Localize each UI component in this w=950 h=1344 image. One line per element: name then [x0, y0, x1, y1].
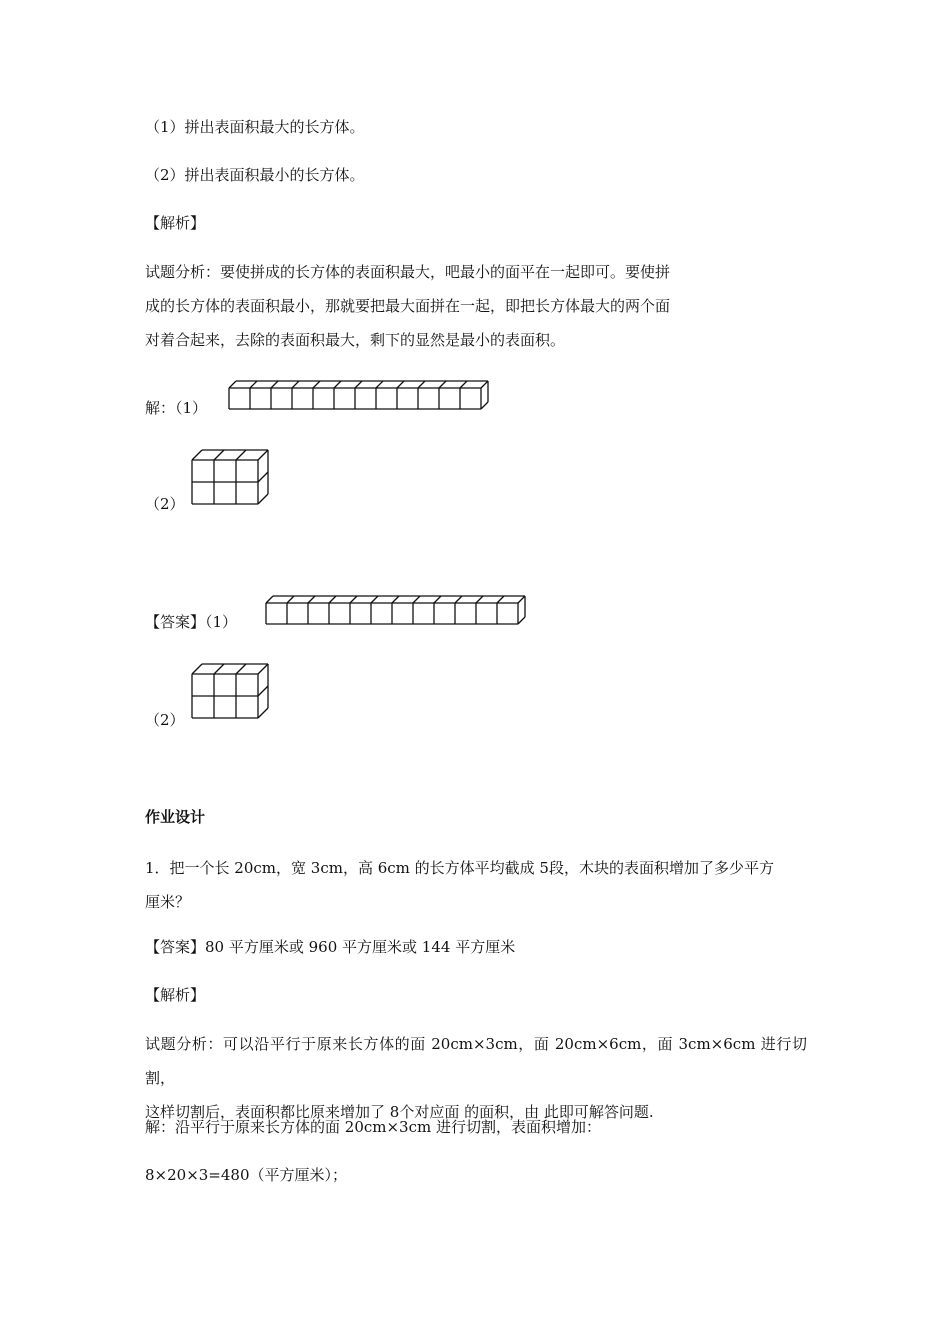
row-of-cubes-figure: [226, 378, 496, 412]
figure-edge: [418, 381, 425, 388]
question-part-2: （2）拼出表面积最小的长方体。: [145, 166, 365, 184]
figure-edge: [292, 381, 299, 388]
figure-edge: [329, 596, 336, 603]
figure-edge: [481, 402, 488, 409]
analysis-line: 这样切割后，表面积都比原来增加了 8个对应面 的面积，由 此即可解答问题.: [145, 1103, 654, 1121]
figure-edge: [434, 596, 441, 603]
analysis-paragraph: [145, 255, 807, 357]
figure-edge: [258, 664, 268, 674]
figure-edge: [236, 664, 246, 674]
figure-edge: [214, 450, 224, 460]
answer-part-2-label: （2）: [145, 711, 185, 729]
figure-edge: [258, 450, 268, 460]
figure-edge: [214, 664, 224, 674]
figure-edge: [308, 596, 315, 603]
question-line: 厘米？: [145, 893, 191, 911]
cube-block-figure: [189, 661, 279, 723]
figure-edge: [258, 708, 268, 718]
figure-edge: [518, 596, 525, 603]
figure-edge: [481, 381, 488, 388]
figure-edge: [236, 450, 246, 460]
figure-edge: [229, 381, 236, 388]
figure-edge: [518, 617, 525, 624]
analysis-line: 试题分析：要使拼成的长方体的表面积最大，吧最小的面平在一起即可。要使拼: [145, 263, 671, 281]
question-part-1: （1）拼出表面积最大的长方体。: [145, 118, 365, 136]
solution-part-2-label: （2）: [145, 495, 185, 513]
figure-edge: [350, 596, 357, 603]
figure-edge: [258, 494, 268, 504]
figure-edge: [192, 450, 202, 460]
homework-answer: 【答案】80 平方厘米或 960 平方厘米或 144 平方厘米: [145, 938, 516, 956]
figure-edge: [439, 381, 446, 388]
figure-edge: [334, 381, 341, 388]
homework-question-1: [145, 851, 807, 919]
figure-edge: [313, 381, 320, 388]
figure-edge: [271, 381, 278, 388]
question-line: 1．把一个长 20cm，宽 3cm，高 6cm 的长方体平均截成 5段，木块的表面积增加了多少平方: [145, 859, 774, 877]
homework-calculation: 8×20×3=480（平方厘米）；: [145, 1166, 348, 1184]
figure-edge: [392, 596, 399, 603]
figure-edge: [460, 381, 467, 388]
row-of-cubes-figure: [263, 593, 533, 627]
solution-label: 解：（1）: [145, 399, 208, 417]
analysis-line: 试题分析：可以沿平行于原来长方体的面 20cm×3cm，面 20cm×6cm，面 3cm×6cm 进行切割，: [145, 1035, 807, 1087]
figure-edge: [258, 686, 268, 696]
figure-edge: [192, 664, 202, 674]
analysis-heading: 【解析】: [145, 214, 206, 232]
figure-edge: [476, 596, 483, 603]
homework-analysis-heading: 【解析】: [145, 986, 206, 1004]
figure-edge: [455, 596, 462, 603]
figure-edge: [413, 596, 420, 603]
homework-analysis-paragraph: [145, 1027, 807, 1129]
figure-edge: [371, 596, 378, 603]
homework-solution: 解：沿平行于原来长方体的面 20cm×3cm 进行切割，表面积增加：: [145, 1118, 601, 1136]
analysis-line: 对着合起来，去除的表面积最大，剩下的显然是最小的表面积。: [145, 331, 566, 349]
figure-edge: [497, 596, 504, 603]
figure-edge: [266, 596, 273, 603]
figure-edge: [355, 381, 362, 388]
answer-label: 【答案】（1）: [145, 613, 238, 631]
section-heading: 作业设计: [145, 808, 206, 826]
figure-edge: [376, 381, 383, 388]
analysis-line: 成的长方体的表面积最小，那就要把最大面拼在一起，即把长方体最大的两个面: [145, 297, 671, 315]
cube-block-figure: [189, 447, 279, 509]
figure-edge: [397, 381, 404, 388]
figure-edge: [258, 472, 268, 482]
figure-edge: [287, 596, 294, 603]
figure-edge: [250, 381, 257, 388]
